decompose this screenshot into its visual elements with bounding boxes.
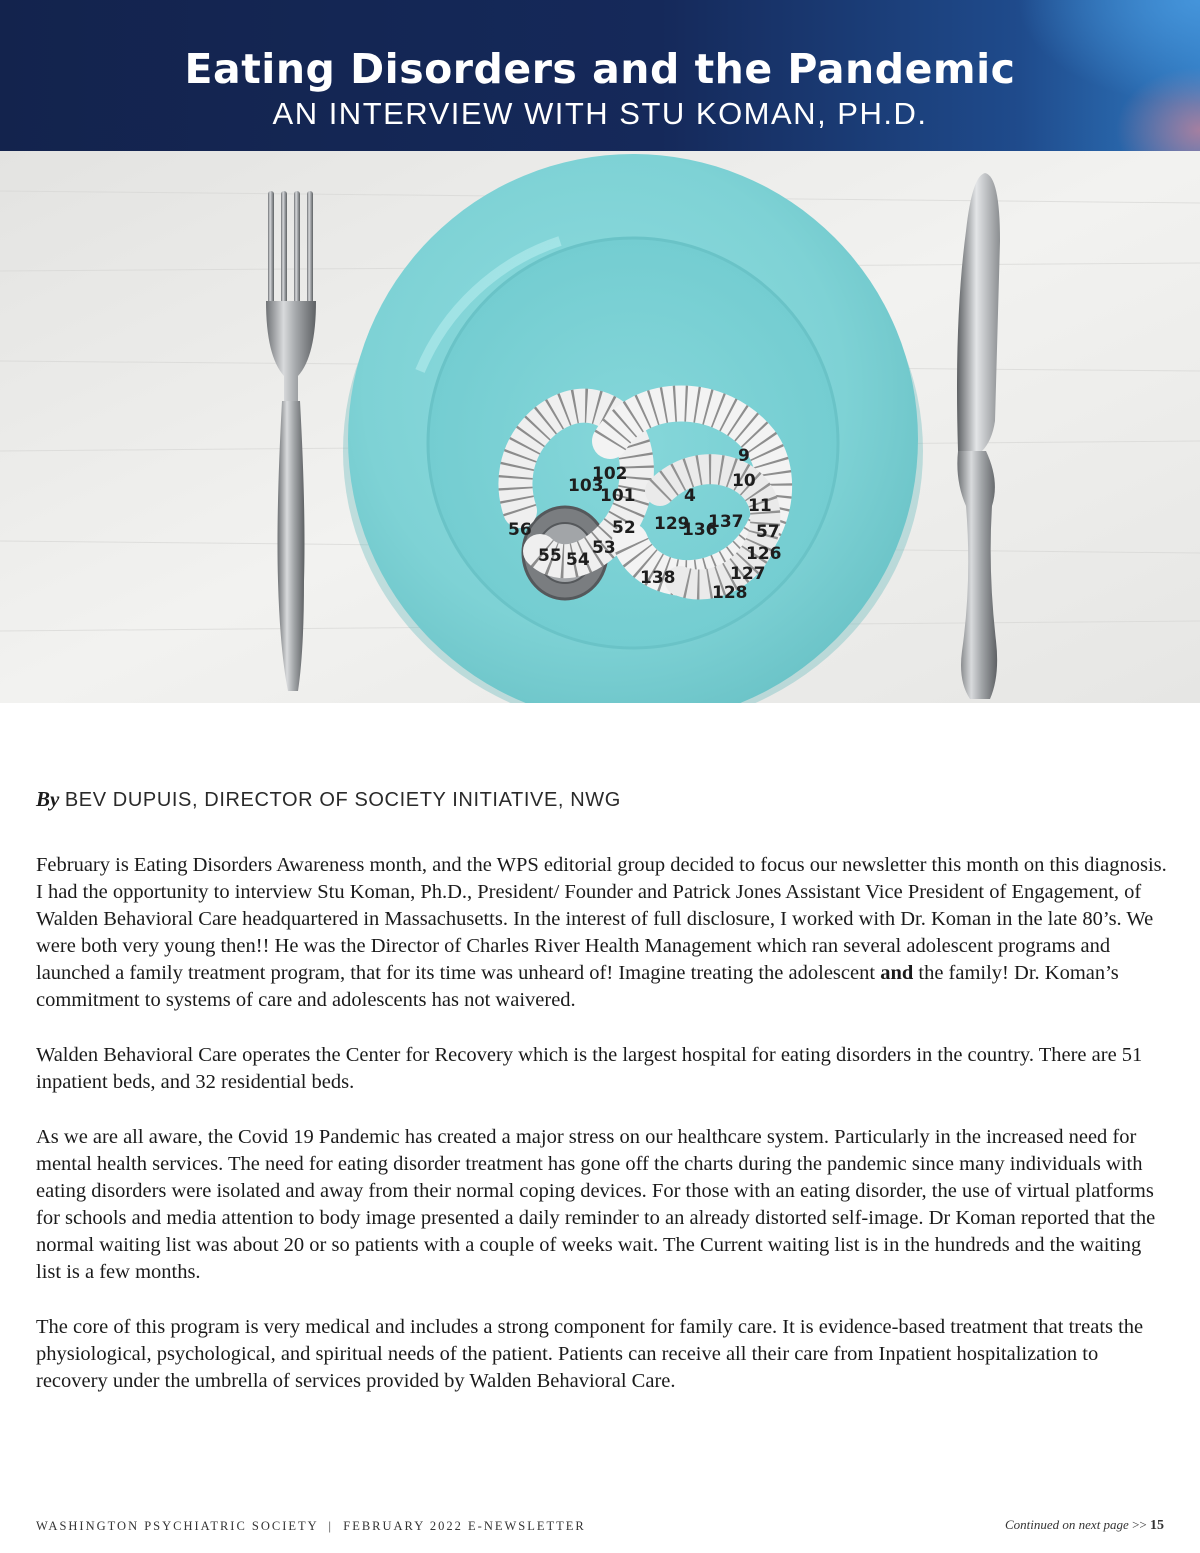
- page-number: 15: [1150, 1518, 1164, 1533]
- tape-number: 56: [508, 520, 532, 540]
- tape-number: 54: [566, 550, 590, 570]
- tape-number: 4: [684, 486, 696, 506]
- paragraph-1-emphasis: and: [880, 962, 914, 984]
- tape-number: 102: [592, 464, 628, 484]
- paragraph-3: As we are all aware, the Covid 19 Pandemic has created a major stress on our healthcare system. Particularly in the increased need for mental health services. The need for eating disorder treatment has gone off the charts during the pandemic since many individuals with eating disorders were isolated and away from their normal coping devices. For those with an eating disorder, the use of virtual platforms for schools and media attention to body image presented a daily reminder to an already distorted self-image. Dr Koman reported that the normal waiting list was about 20 or so patients with a couple of weeks wait. The Current waiting list is in the hundreds and the waiting list is a few months.: [36, 1126, 1156, 1283]
- tape-number: 55: [538, 546, 562, 566]
- paragraph-1-text: February is Eating Disorders Awareness month, and the WPS editorial group decided to focus our newsletter this month on this diagnosis. I had the opportunity to interview Stu Koman, Ph.D., President/ Founder and Patrick Jones Assistant Vice President of Engagement, of Walden Behavioral Care headquartered in Massachusetts. In the interest of full disclosure, I worked with Dr. Koman in the late 80’s. We were both very young then!! He was the Director of Charles River Health Management which ran several adolescent programs and launched a family treatment program, that for its time was unheard of! Imagine treating the adolescent: [36, 854, 1167, 984]
- paragraph-1: [36, 852, 1170, 1014]
- article-subtitle: AN INTERVIEW WITH STU KOMAN, PH.D.: [272, 96, 928, 131]
- tape-number: 57: [756, 522, 780, 542]
- footer-page-info: [1005, 1517, 1164, 1534]
- paragraph-1-text-end: the family! Dr. Koman’s commitment to systems of care and adolescents has not waivered.: [36, 962, 1119, 1011]
- continued-arrows: >>: [1128, 1517, 1150, 1532]
- hero-image: [0, 151, 1200, 703]
- byline-author: BEV DUPUIS, DIRECTOR OF SOCIETY INITIATIVE, NWG: [64, 789, 621, 811]
- tape-number: 138: [640, 568, 676, 588]
- byline-by-label: By: [36, 787, 60, 811]
- tape-number: 129: [654, 514, 690, 534]
- paragraph-4: The core of this program is very medical and includes a strong component for family care. It is evidence-based treatment that treats the physiological, psychological, and spiritual needs of the patient. Patients can receive all their care from Inpatient hospitalization to recovery under the umbrella of services provided by Walden Behavioral Care.: [36, 1316, 1144, 1392]
- tape-number: 11: [748, 496, 772, 516]
- tape-number: 10: [732, 471, 756, 491]
- article-body: [36, 852, 1170, 1423]
- continued-link[interactable]: Continued on next page: [1004, 1517, 1129, 1532]
- tape-number: 137: [708, 512, 744, 532]
- plate-with-measuring-tape-illustration: [0, 151, 1200, 703]
- byline: [36, 786, 621, 813]
- tape-number: 101: [600, 486, 636, 506]
- tape-number: 128: [712, 583, 748, 603]
- tape-number: 53: [592, 538, 616, 558]
- header-banner: [0, 0, 1200, 151]
- paragraph-2: Walden Behavioral Care operates the Center for Recovery which is the largest hospital for eating disorders in the country. There are 51 inpatient beds, and 32 residential beds.: [36, 1044, 1143, 1093]
- tape-number: 52: [612, 518, 636, 538]
- tape-number: 103: [568, 476, 604, 496]
- footer-publication: WASHINGTON PSYCHIATRIC SOCIETY | FEBRUARY 2022 E-NEWSLETTER: [36, 1519, 586, 1533]
- article-title: Eating Disorders and the Pandemic: [184, 45, 1016, 93]
- tape-number: 127: [730, 564, 766, 584]
- tape-number: 136: [682, 520, 718, 540]
- tape-number: 126: [746, 544, 782, 564]
- tape-number: 9: [738, 446, 750, 466]
